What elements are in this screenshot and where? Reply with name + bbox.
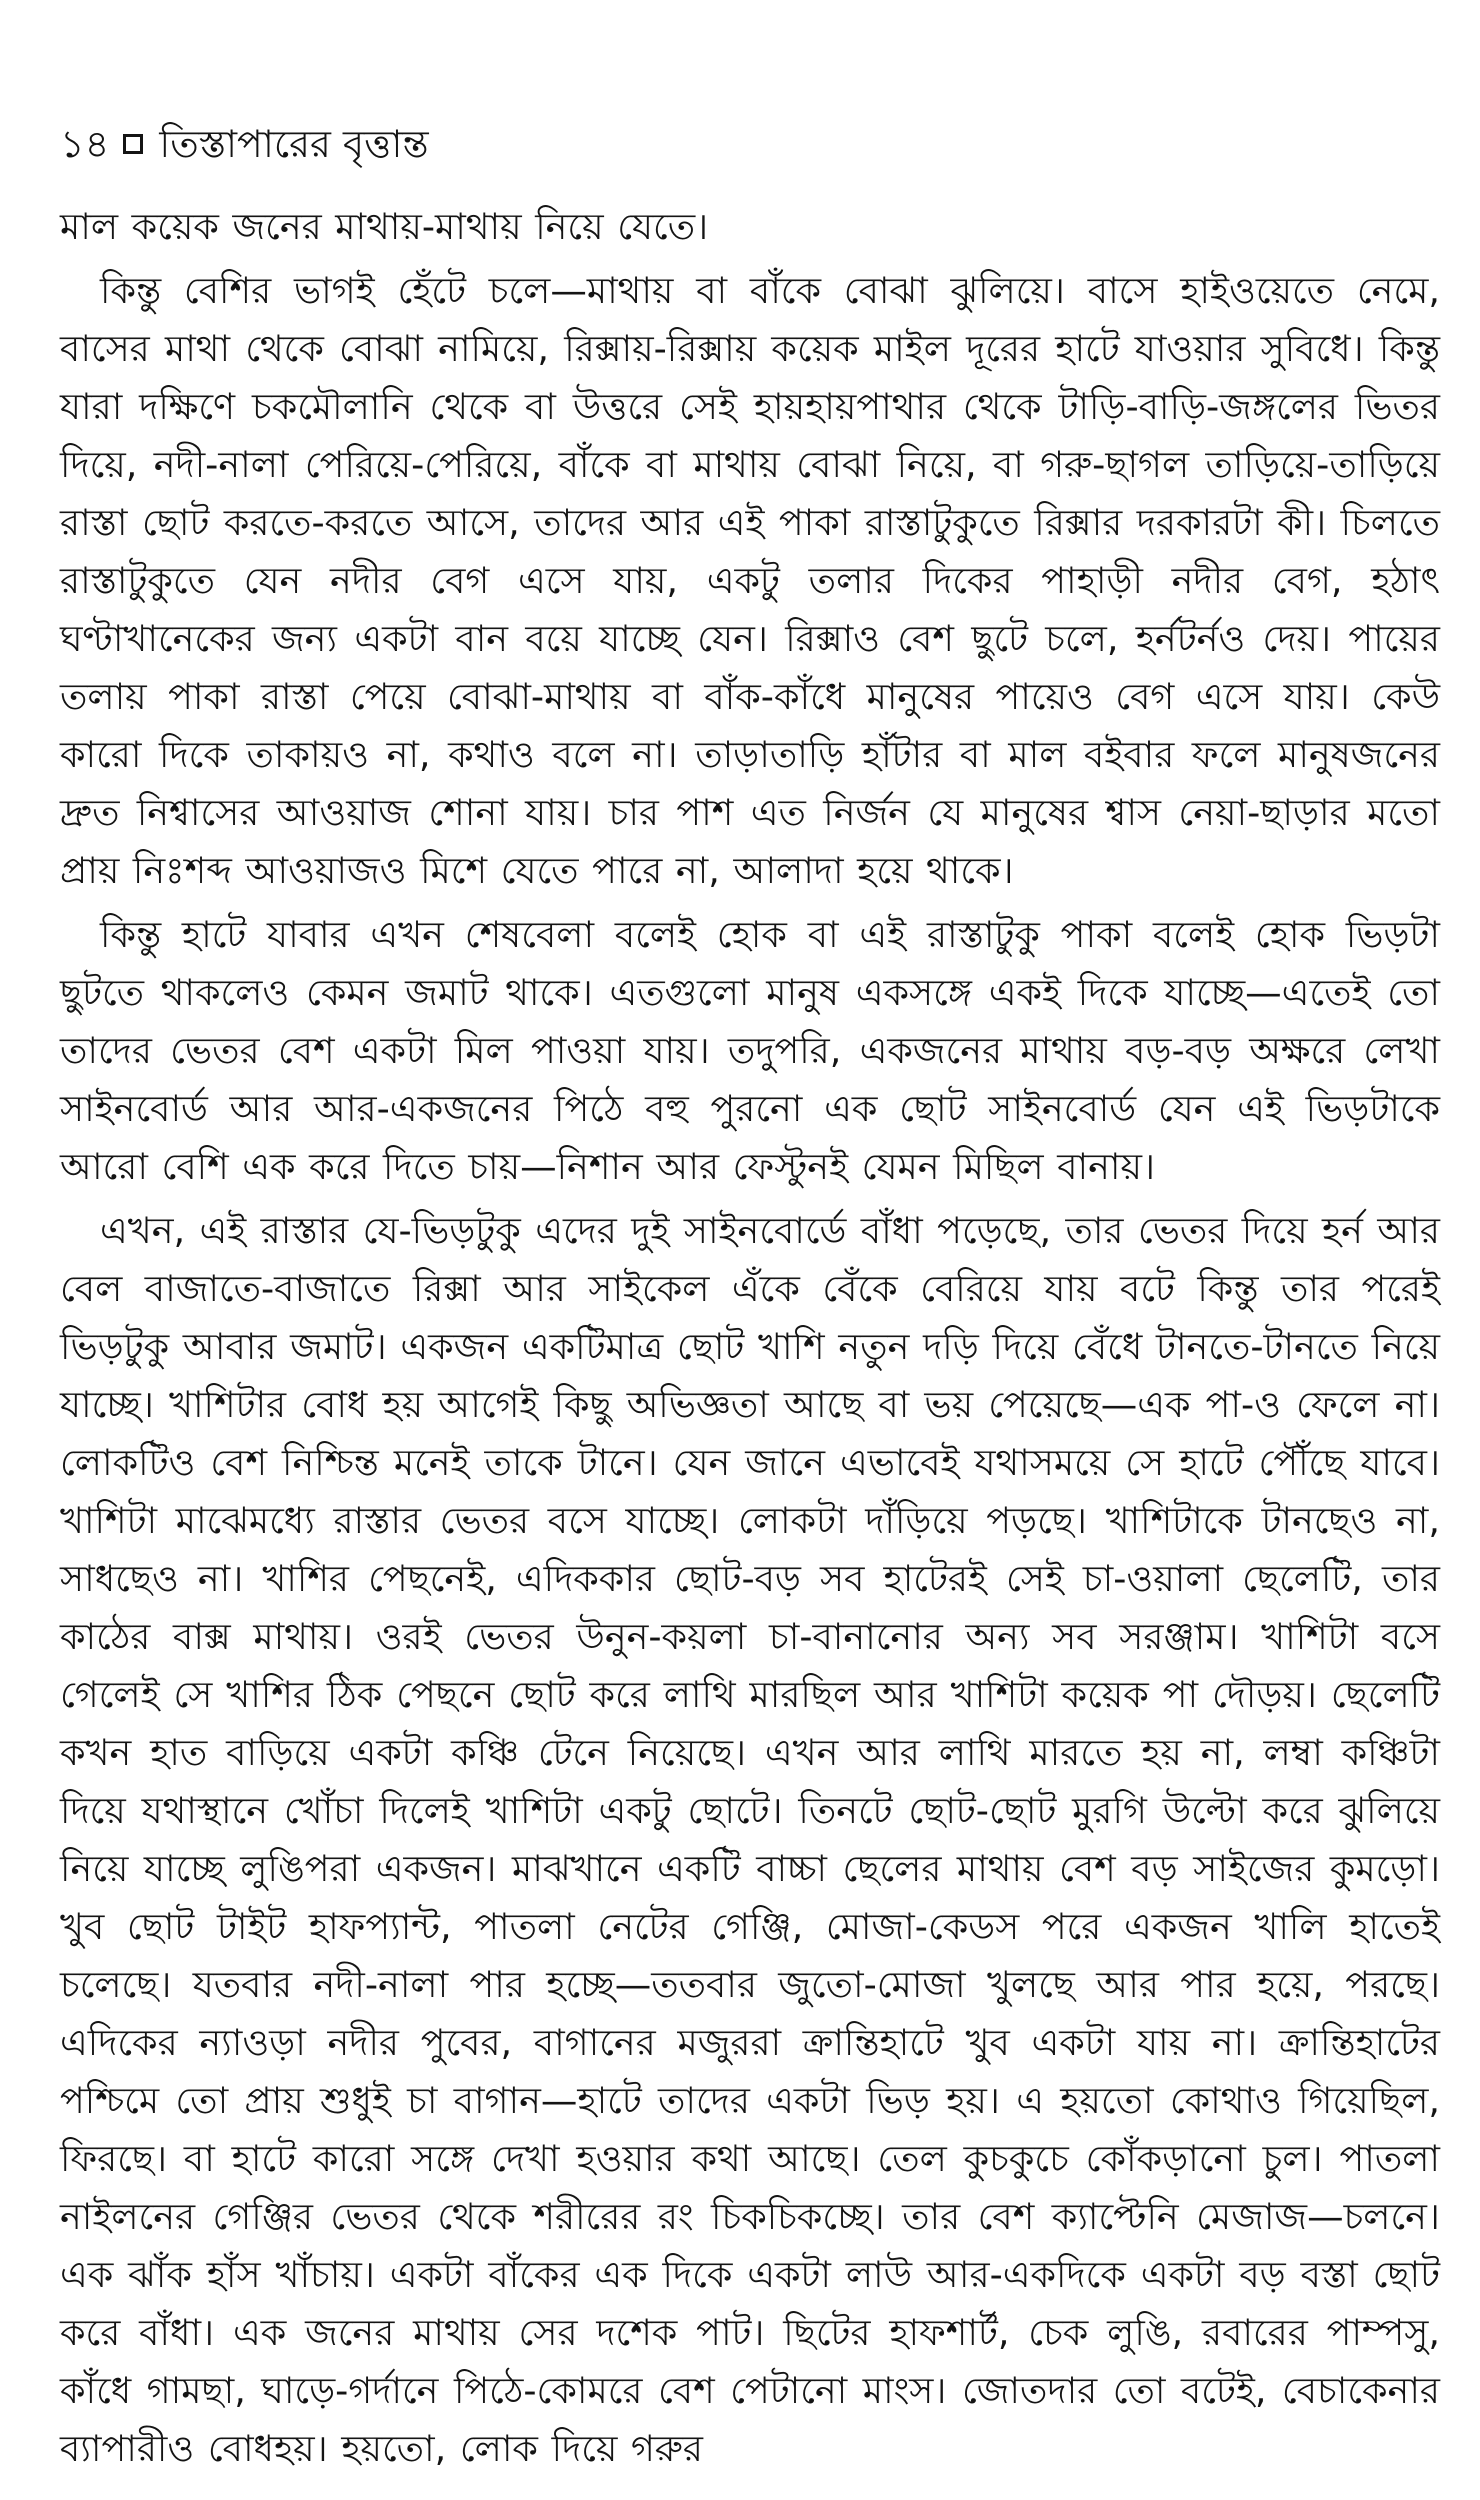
paragraph: কিন্তু বেশির ভাগই হেঁটে চলে—মাথায় বা বাঁকে বোঝা ঝুলিয়ে। বাসে হাইওয়েতে নেমে, বাসের মাথা থেকে বোঝা নামিয়ে, রিক্সায়-রিক্সায় কয়েক মাইল দূরের হাটে যাওয়ার সুবিধে। কিন্তু যারা দক্ষিণে চকমৌলানি থেকে বা উত্তরে সেই হায়হায়পাথার থেকে টাড়ি-বাড়ি-জঙ্গলের ভিতর দিয়ে, নদী-নালা পেরিয়ে-পেরিয়ে, বাঁকে বা মাথায় বোঝা নিয়ে, বা গরু-ছাগল তাড়িয়ে-তাড়িয়ে রাস্তা ছোট করতে-করতে আসে, তাদের আর এই পাকা রাস্তাটুকুতে রিক্সার দরকারটা কী। চিলতে রাস্তাটুকুতে যেন নদীর বেগ এসে যায়, একটু তলার দিকের পাহাড়ী নদীর বেগ, হঠাৎ ঘণ্টাখানেকের জন্য একটা বান বয়ে যাচ্ছে যেন। রিক্সাও বেশ ছুটে চলে, হর্নটর্নও দেয়। পায়ের তলায় পাকা রাস্তা পেয়ে বোঝা-মাথায় বা বাঁক-কাঁধে মানুষের পায়েও বেগ এসে যায়। কেউ কারো দিকে তাকায়ও না, কথাও বলে না। তাড়াতাড়ি হাঁটার বা মাল বইবার ফলে মানুষজনের দ্রুত নিশ্বাসের আওয়াজ শোনা যায়। চার পাশ এত নির্জন যে মানুষের শ্বাস নেয়া-ছাড়ার মতো প্রায় নিঃশব্দ আওয়াজও মিশে যেতে পারে না, আলাদা হয়ে থাকে।: [60, 269, 1440, 892]
body-text: [60, 198, 1440, 2478]
running-head: [60, 118, 1440, 170]
page-number: ১৪: [60, 122, 110, 166]
paragraph-continuation: মাল কয়েক জনের মাথায়-মাথায় নিয়ে যেতে।: [60, 205, 709, 248]
paragraph: কিন্তু হাটে যাবার এখন শেষবেলা বলেই হোক বা এই রাস্তাটুকু পাকা বলেই হোক ভিড়টা ছুটতে থাকলেও কেমন জমাট থাকে। এতগুলো মানুষ একসঙ্গে একই দিকে যাচ্ছে—এতেই তো তাদের ভেতর বেশ একটা মিল পাওয়া যায়। তদুপরি, একজনের মাথায় বড়-বড় অক্ষরে লেখা সাইনবোর্ড আর আর-একজনের পিঠে বহু পুরনো এক ছোট সাইনবোর্ড যেন এই ভিড়টাকে আরো বেশি এক করে দিতে চায়—নিশান আর ফেস্টুনই যেমন মিছিল বানায়।: [60, 913, 1440, 1188]
book-title: তিস্তাপারের বৃত্তান্ত: [159, 122, 429, 166]
square-bullet-icon: [123, 134, 143, 154]
paragraph: এখন, এই রাস্তার যে-ভিড়টুকু এদের দুই সাইনবোর্ডে বাঁধা পড়েছে, তার ভেতর দিয়ে হর্ন আর বেল বাজাতে-বাজাতে রিক্সা আর সাইকেল এঁকে বেঁকে বেরিয়ে যায় বটে কিন্তু তার পরেই ভিড়টুকু আবার জমাট। একজন একটিমাত্র ছোট খাশি নতুন দড়ি দিয়ে বেঁধে টানতে-টানতে নিয়ে যাচ্ছে। খাশিটার বোধ হয় আগেই কিছু অভিজ্ঞতা আছে বা ভয় পেয়েছে—এক পা-ও ফেলে না। লোকটিও বেশ নিশ্চিন্ত মনেই তাকে টানে। যেন জানে এভাবেই যথাসময়ে সে হাটে পৌঁছে যাবে। খাশিটা মাঝেমধ্যে রাস্তার ভেতর বসে যাচ্ছে। লোকটা দাঁড়িয়ে পড়ছে। খাশিটাকে টানছেও না, সাধছেও না। খাশির পেছনেই, এদিককার ছোট-বড় সব হাটেরই সেই চা-ওয়ালা ছেলেটি, তার কাঠের বাক্স মাথায়। ওরই ভেতর উনুন-কয়লা চা-বানানোর অন্য সব সরঞ্জাম। খাশিটা বসে গেলেই সে খাশির ঠিক পেছনে ছোট করে লাথি মারছিল আর খাশিটা কয়েক পা দৌড়য়। ছেলেটি কখন হাত বাড়িয়ে একটা কঞ্চি টেনে নিয়েছে। এখন আর লাথি মারতে হয় না, লম্বা কঞ্চিটা দিয়ে যথাস্থানে খোঁচা দিলেই খাশিটা একটু ছোটে। তিনটে ছোট-ছোট মুরগি উল্টো করে ঝুলিয়ে নিয়ে যাচ্ছে লুঙিপরা একজন। মাঝখানে একটি বাচ্চা ছেলের মাথায় বেশ বড় সাইজের কুমড়ো। খুব ছোট টাইট হাফপ্যান্ট, পাতলা নেটের গেঞ্জি, মোজা-কেডস পরে একজন খালি হাতেই চলেছে। যতবার নদী-নালা পার হচ্ছে—ততবার জুতো-মোজা খুলছে আর পার হয়ে, পরছে। এদিকের ন্যাওড়া নদীর পুবের, বাগানের মজুররা ক্রান্তিহাটে খুব একটা যায় না। ক্রান্তিহাটের পশ্চিমে তো প্রায় শুধুই চা বাগান—হাটে তাদের একটা ভিড় হয়। এ হয়তো কোথাও গিয়েছিল, ফিরছে। বা হাটে কারো সঙ্গে দেখা হওয়ার কথা আছে। তেল কুচকুচে কোঁকড়ানো চুল। পাতলা নাইলনের গেঞ্জির ভেতর থেকে শরীরের রং চিকচিকচ্ছে। তার বেশ ক্যাপ্টেনি মেজাজ—চলনে। এক ঝাঁক হাঁস খাঁচায়। একটা বাঁকের এক দিকে একটা লাউ আর-একদিকে একটা বড় বস্তা ছোট করে বাঁধা। এক জনের মাথায় সের দশেক পাট। ছিটের হাফশার্ট, চেক লুঙি, রবারের পাম্পসু, কাঁধে গামছা, ঘাড়ে-গর্দানে পিঠে-কোমরে বেশ পেটানো মাংস। জোতদার তো বটেই, বেচাকেনার ব্যাপারীও বোধহয়। হয়তো, লোক দিয়ে গরুর: [60, 1209, 1440, 2470]
